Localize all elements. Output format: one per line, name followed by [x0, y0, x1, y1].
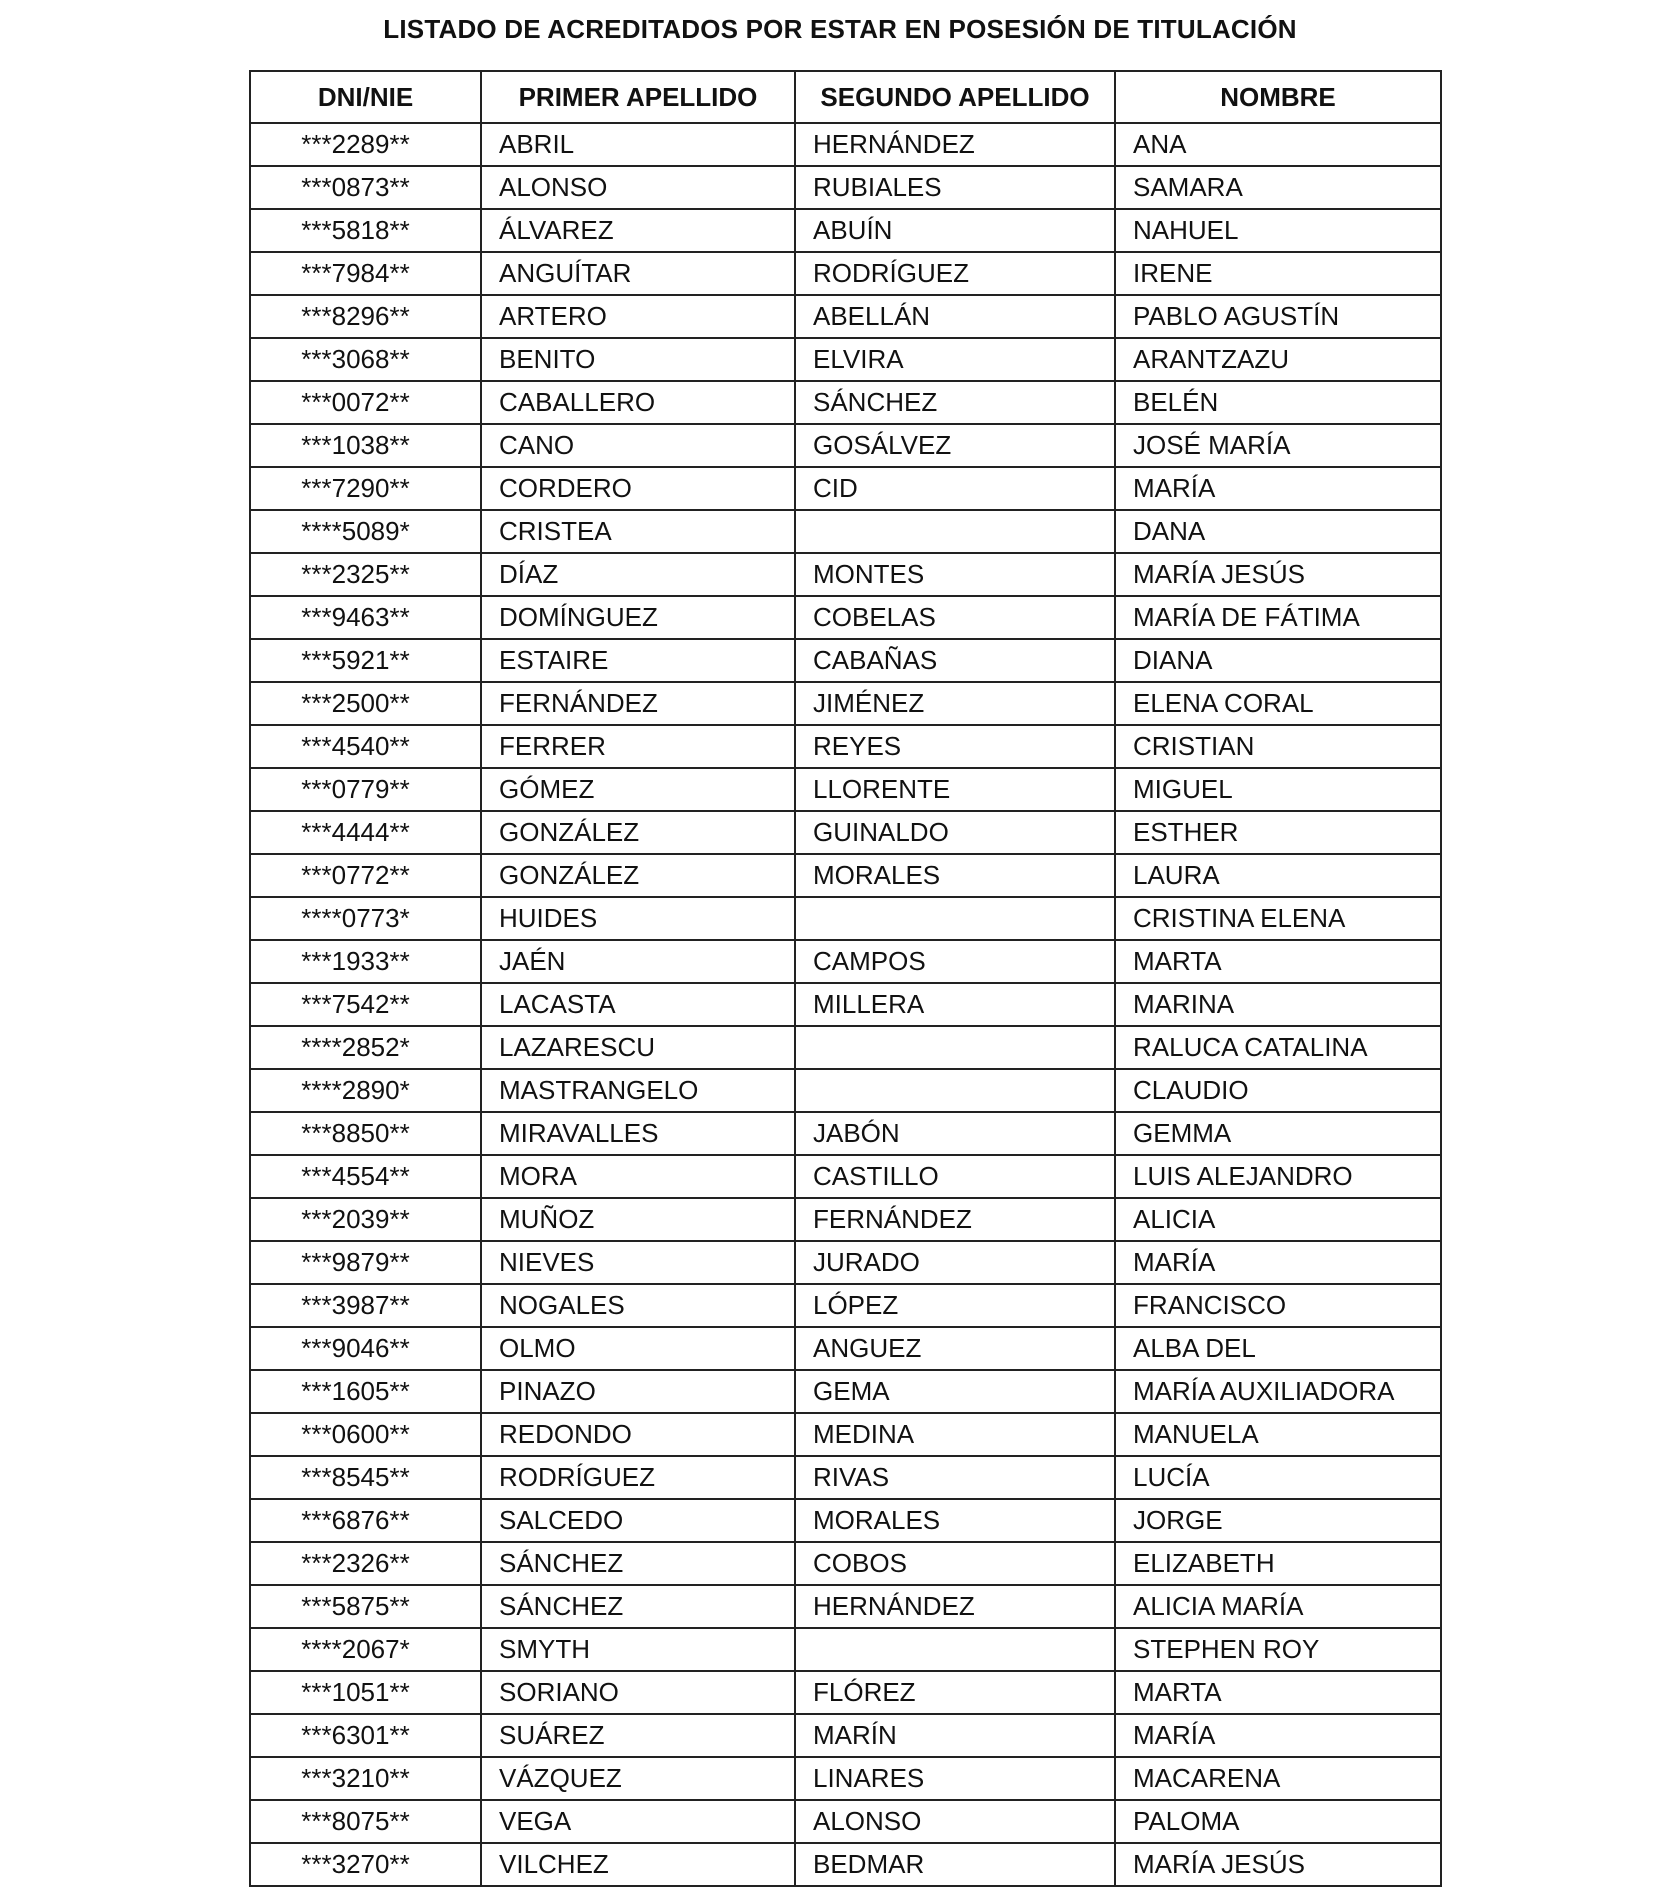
cell-dni-nie: ***2500**: [250, 682, 481, 725]
cell-segundo-apellido: FERNÁNDEZ: [795, 1198, 1115, 1241]
cell-primer-apellido: FERNÁNDEZ: [481, 682, 795, 725]
table-row: [250, 166, 1441, 209]
cell-primer-apellido: MIRAVALLES: [481, 1112, 795, 1155]
cell-segundo-apellido: MEDINA: [795, 1413, 1115, 1456]
cell-primer-apellido: SÁNCHEZ: [481, 1542, 795, 1585]
cell-primer-apellido: ABRIL: [481, 123, 795, 166]
cell-nombre: LAURA: [1115, 854, 1441, 897]
cell-dni-nie: ****5089*: [250, 510, 481, 553]
document-title: LISTADO DE ACREDITADOS POR ESTAR EN POSESIÓN DE TITULACIÓN: [383, 14, 1297, 44]
table-row: [250, 983, 1441, 1026]
cell-dni-nie: ***7542**: [250, 983, 481, 1026]
cell-primer-apellido: SORIANO: [481, 1671, 795, 1714]
table-row: [250, 1542, 1441, 1585]
cell-dni-nie: ***1038**: [250, 424, 481, 467]
cell-primer-apellido: FERRER: [481, 725, 795, 768]
cell-primer-apellido: SMYTH: [481, 1628, 795, 1671]
cell-primer-apellido: CABALLERO: [481, 381, 795, 424]
table-row: [250, 596, 1441, 639]
cell-primer-apellido: PINAZO: [481, 1370, 795, 1413]
cell-dni-nie: ****2067*: [250, 1628, 481, 1671]
cell-dni-nie: ***1605**: [250, 1370, 481, 1413]
table-row: [250, 725, 1441, 768]
cell-segundo-apellido: BEDMAR: [795, 1843, 1115, 1886]
cell-nombre: ELENA CORAL: [1115, 682, 1441, 725]
cell-segundo-apellido: LLORENTE: [795, 768, 1115, 811]
cell-dni-nie: ***4444**: [250, 811, 481, 854]
cell-primer-apellido: SÁNCHEZ: [481, 1585, 795, 1628]
cell-dni-nie: ***1051**: [250, 1671, 481, 1714]
table-row: [250, 682, 1441, 725]
table-row: [250, 1800, 1441, 1843]
cell-nombre: MANUELA: [1115, 1413, 1441, 1456]
table-row: [250, 639, 1441, 682]
cell-nombre: ARANTZAZU: [1115, 338, 1441, 381]
cell-segundo-apellido: GOSÁLVEZ: [795, 424, 1115, 467]
table-row: [250, 1327, 1441, 1370]
table-row: [250, 768, 1441, 811]
cell-segundo-apellido: [795, 897, 1115, 940]
cell-primer-apellido: GONZÁLEZ: [481, 854, 795, 897]
cell-dni-nie: ***6301**: [250, 1714, 481, 1757]
cell-segundo-apellido: REYES: [795, 725, 1115, 768]
cell-nombre: ALICIA: [1115, 1198, 1441, 1241]
cell-primer-apellido: SALCEDO: [481, 1499, 795, 1542]
cell-nombre: CRISTIAN: [1115, 725, 1441, 768]
cell-dni-nie: ***2326**: [250, 1542, 481, 1585]
cell-dni-nie: ***7984**: [250, 252, 481, 295]
cell-nombre: BELÉN: [1115, 381, 1441, 424]
cell-nombre: ELIZABETH: [1115, 1542, 1441, 1585]
cell-segundo-apellido: GEMA: [795, 1370, 1115, 1413]
cell-primer-apellido: BENITO: [481, 338, 795, 381]
cell-dni-nie: ***2289**: [250, 123, 481, 166]
cell-segundo-apellido: CID: [795, 467, 1115, 510]
cell-nombre: ANA: [1115, 123, 1441, 166]
cell-primer-apellido: NIEVES: [481, 1241, 795, 1284]
cell-nombre: MACARENA: [1115, 1757, 1441, 1800]
table-row: [250, 1155, 1441, 1198]
cell-primer-apellido: ÁLVAREZ: [481, 209, 795, 252]
cell-primer-apellido: RODRÍGUEZ: [481, 1456, 795, 1499]
cell-nombre: MARÍA JESÚS: [1115, 553, 1441, 596]
table-row: [250, 209, 1441, 252]
table-row: [250, 1499, 1441, 1542]
cell-primer-apellido: NOGALES: [481, 1284, 795, 1327]
cell-dni-nie: ***1933**: [250, 940, 481, 983]
cell-primer-apellido: ANGUÍTAR: [481, 252, 795, 295]
cell-nombre: MARTA: [1115, 940, 1441, 983]
cell-dni-nie: ***7290**: [250, 467, 481, 510]
cell-segundo-apellido: MONTES: [795, 553, 1115, 596]
table-row: [250, 252, 1441, 295]
cell-segundo-apellido: LINARES: [795, 1757, 1115, 1800]
cell-primer-apellido: DÍAZ: [481, 553, 795, 596]
header-nombre: NOMBRE: [1115, 71, 1441, 123]
table-row: [250, 1284, 1441, 1327]
cell-segundo-apellido: JIMÉNEZ: [795, 682, 1115, 725]
cell-dni-nie: ***0772**: [250, 854, 481, 897]
table-row: [250, 1843, 1441, 1886]
cell-primer-apellido: OLMO: [481, 1327, 795, 1370]
cell-segundo-apellido: [795, 1069, 1115, 1112]
cell-primer-apellido: MORA: [481, 1155, 795, 1198]
cell-segundo-apellido: CAMPOS: [795, 940, 1115, 983]
cell-dni-nie: ****2890*: [250, 1069, 481, 1112]
cell-primer-apellido: JAÉN: [481, 940, 795, 983]
cell-nombre: MARÍA: [1115, 467, 1441, 510]
cell-nombre: PALOMA: [1115, 1800, 1441, 1843]
cell-dni-nie: ***6876**: [250, 1499, 481, 1542]
cell-segundo-apellido: ANGUEZ: [795, 1327, 1115, 1370]
cell-dni-nie: ***5921**: [250, 639, 481, 682]
table-row: [250, 1241, 1441, 1284]
table-row: [250, 1370, 1441, 1413]
cell-nombre: JOSÉ MARÍA: [1115, 424, 1441, 467]
cell-dni-nie: ***2325**: [250, 553, 481, 596]
cell-segundo-apellido: ABELLÁN: [795, 295, 1115, 338]
cell-segundo-apellido: CASTILLO: [795, 1155, 1115, 1198]
cell-primer-apellido: CANO: [481, 424, 795, 467]
table-row: [250, 1026, 1441, 1069]
cell-segundo-apellido: [795, 510, 1115, 553]
cell-segundo-apellido: GUINALDO: [795, 811, 1115, 854]
cell-segundo-apellido: RUBIALES: [795, 166, 1115, 209]
table-row: [250, 1198, 1441, 1241]
cell-primer-apellido: MUÑOZ: [481, 1198, 795, 1241]
cell-primer-apellido: LACASTA: [481, 983, 795, 1026]
cell-dni-nie: ***3068**: [250, 338, 481, 381]
table-row: [250, 1757, 1441, 1800]
cell-nombre: MARÍA: [1115, 1714, 1441, 1757]
table-row: [250, 123, 1441, 166]
cell-nombre: MARTA: [1115, 1671, 1441, 1714]
cell-primer-apellido: SUÁREZ: [481, 1714, 795, 1757]
cell-nombre: JORGE: [1115, 1499, 1441, 1542]
table-row: [250, 295, 1441, 338]
cell-segundo-apellido: HERNÁNDEZ: [795, 1585, 1115, 1628]
cell-nombre: MARÍA JESÚS: [1115, 1843, 1441, 1886]
cell-segundo-apellido: LÓPEZ: [795, 1284, 1115, 1327]
cell-segundo-apellido: ABUÍN: [795, 209, 1115, 252]
cell-dni-nie: ***8075**: [250, 1800, 481, 1843]
cell-primer-apellido: VEGA: [481, 1800, 795, 1843]
cell-dni-nie: ***8296**: [250, 295, 481, 338]
cell-nombre: MARÍA: [1115, 1241, 1441, 1284]
cell-primer-apellido: ESTAIRE: [481, 639, 795, 682]
table-header: [250, 71, 1441, 123]
cell-primer-apellido: ALONSO: [481, 166, 795, 209]
cell-nombre: IRENE: [1115, 252, 1441, 295]
table-row: [250, 854, 1441, 897]
cell-primer-apellido: CRISTEA: [481, 510, 795, 553]
cell-segundo-apellido: HERNÁNDEZ: [795, 123, 1115, 166]
table-row: [250, 510, 1441, 553]
cell-segundo-apellido: RIVAS: [795, 1456, 1115, 1499]
cell-dni-nie: ***9046**: [250, 1327, 481, 1370]
table-row: [250, 1714, 1441, 1757]
cell-dni-nie: ***0779**: [250, 768, 481, 811]
cell-dni-nie: ***0873**: [250, 166, 481, 209]
cell-primer-apellido: DOMÍNGUEZ: [481, 596, 795, 639]
header-segundo-apellido: SEGUNDO APELLIDO: [795, 71, 1115, 123]
table-row: [250, 1628, 1441, 1671]
cell-segundo-apellido: MARÍN: [795, 1714, 1115, 1757]
cell-nombre: GEMMA: [1115, 1112, 1441, 1155]
cell-nombre: RALUCA CATALINA: [1115, 1026, 1441, 1069]
cell-nombre: DIANA: [1115, 639, 1441, 682]
table-body: [250, 123, 1441, 1886]
cell-nombre: DANA: [1115, 510, 1441, 553]
cell-nombre: LUIS ALEJANDRO: [1115, 1155, 1441, 1198]
cell-nombre: SAMARA: [1115, 166, 1441, 209]
cell-primer-apellido: GONZÁLEZ: [481, 811, 795, 854]
cell-nombre: LUCÍA: [1115, 1456, 1441, 1499]
cell-segundo-apellido: CABAÑAS: [795, 639, 1115, 682]
accredited-list-table: [249, 70, 1442, 1887]
cell-dni-nie: ****2852*: [250, 1026, 481, 1069]
table-row: [250, 1585, 1441, 1628]
cell-dni-nie: ***3210**: [250, 1757, 481, 1800]
cell-dni-nie: ***8850**: [250, 1112, 481, 1155]
cell-dni-nie: ***3270**: [250, 1843, 481, 1886]
cell-dni-nie: ****0773*: [250, 897, 481, 940]
header-dni-nie: DNI/NIE: [250, 71, 481, 123]
cell-segundo-apellido: JABÓN: [795, 1112, 1115, 1155]
cell-dni-nie: ***0072**: [250, 381, 481, 424]
table-row: [250, 467, 1441, 510]
cell-segundo-apellido: MILLERA: [795, 983, 1115, 1026]
cell-dni-nie: ***2039**: [250, 1198, 481, 1241]
cell-segundo-apellido: SÁNCHEZ: [795, 381, 1115, 424]
cell-nombre: STEPHEN ROY: [1115, 1628, 1441, 1671]
cell-dni-nie: ***4554**: [250, 1155, 481, 1198]
cell-segundo-apellido: MORALES: [795, 1499, 1115, 1542]
cell-nombre: MARÍA DE FÁTIMA: [1115, 596, 1441, 639]
cell-dni-nie: ***4540**: [250, 725, 481, 768]
cell-dni-nie: ***8545**: [250, 1456, 481, 1499]
cell-nombre: MARÍA AUXILIADORA: [1115, 1370, 1441, 1413]
cell-primer-apellido: REDONDO: [481, 1413, 795, 1456]
cell-nombre: ALICIA MARÍA: [1115, 1585, 1441, 1628]
cell-segundo-apellido: ALONSO: [795, 1800, 1115, 1843]
cell-nombre: MIGUEL: [1115, 768, 1441, 811]
cell-primer-apellido: CORDERO: [481, 467, 795, 510]
cell-nombre: NAHUEL: [1115, 209, 1441, 252]
cell-segundo-apellido: JURADO: [795, 1241, 1115, 1284]
cell-nombre: CRISTINA ELENA: [1115, 897, 1441, 940]
cell-nombre: PABLO AGUSTÍN: [1115, 295, 1441, 338]
cell-segundo-apellido: COBOS: [795, 1542, 1115, 1585]
table-row: [250, 381, 1441, 424]
table-row: [250, 424, 1441, 467]
cell-primer-apellido: LAZARESCU: [481, 1026, 795, 1069]
cell-dni-nie: ***5875**: [250, 1585, 481, 1628]
cell-dni-nie: ***9879**: [250, 1241, 481, 1284]
cell-segundo-apellido: COBELAS: [795, 596, 1115, 639]
cell-nombre: ALBA DEL: [1115, 1327, 1441, 1370]
cell-segundo-apellido: FLÓREZ: [795, 1671, 1115, 1714]
table-row: [250, 1069, 1441, 1112]
table-row: [250, 940, 1441, 983]
cell-nombre: ESTHER: [1115, 811, 1441, 854]
cell-primer-apellido: ARTERO: [481, 295, 795, 338]
table-row: [250, 1456, 1441, 1499]
table-row: [250, 1413, 1441, 1456]
cell-dni-nie: ***0600**: [250, 1413, 481, 1456]
cell-nombre: FRANCISCO: [1115, 1284, 1441, 1327]
cell-segundo-apellido: [795, 1026, 1115, 1069]
cell-primer-apellido: HUIDES: [481, 897, 795, 940]
table-row: [250, 811, 1441, 854]
header-row: [250, 71, 1441, 123]
cell-nombre: CLAUDIO: [1115, 1069, 1441, 1112]
cell-dni-nie: ***5818**: [250, 209, 481, 252]
header-primer-apellido: PRIMER APELLIDO: [481, 71, 795, 123]
cell-segundo-apellido: RODRÍGUEZ: [795, 252, 1115, 295]
table-row: [250, 338, 1441, 381]
table-row: [250, 553, 1441, 596]
cell-primer-apellido: GÓMEZ: [481, 768, 795, 811]
cell-primer-apellido: MASTRANGELO: [481, 1069, 795, 1112]
table-row: [250, 1671, 1441, 1714]
cell-segundo-apellido: ELVIRA: [795, 338, 1115, 381]
cell-segundo-apellido: [795, 1628, 1115, 1671]
cell-dni-nie: ***3987**: [250, 1284, 481, 1327]
table-row: [250, 1112, 1441, 1155]
cell-primer-apellido: VILCHEZ: [481, 1843, 795, 1886]
table-row: [250, 897, 1441, 940]
cell-nombre: MARINA: [1115, 983, 1441, 1026]
cell-segundo-apellido: MORALES: [795, 854, 1115, 897]
cell-dni-nie: ***9463**: [250, 596, 481, 639]
cell-primer-apellido: VÁZQUEZ: [481, 1757, 795, 1800]
